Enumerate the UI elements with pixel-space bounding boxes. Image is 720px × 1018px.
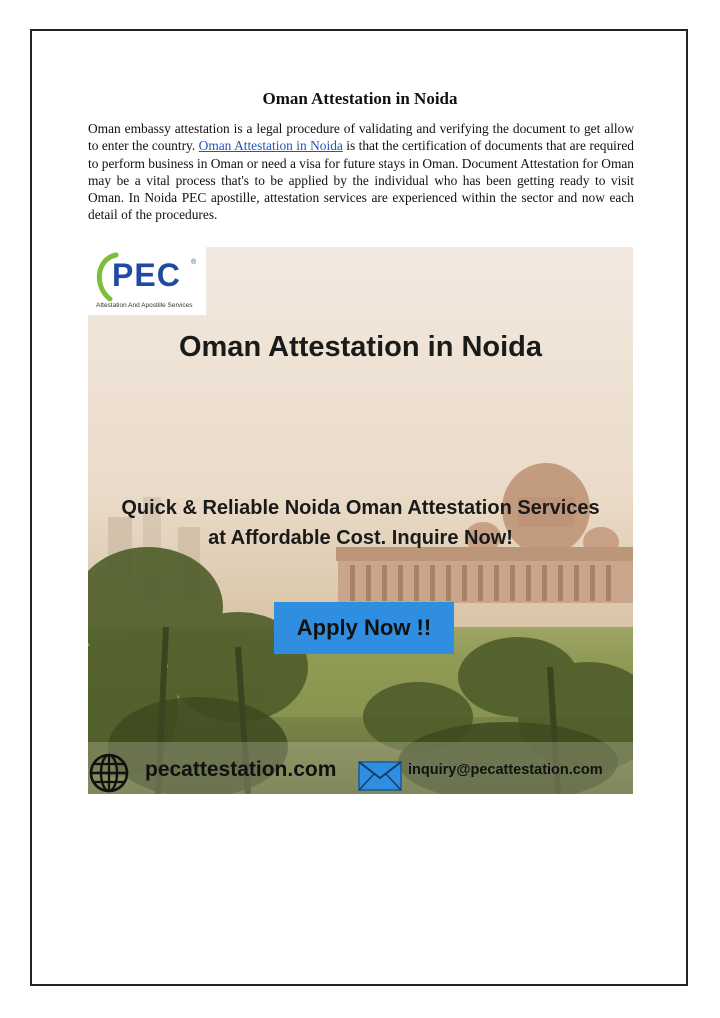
logo-tagline: Attestation And Apostille Services [96,302,193,309]
pec-logo [88,247,206,315]
paragraph-text-end: is that the certification of documents that are required to perform business in Oman or need a visa for future stays in Oman. Document Attestation for Oman may be a vital process that's to be applied by the individual who has been getting ready to visit Oman. In Noida PEC apostille, attestation services are experienced within the sector and now each detail of the procedures. [88,138,634,223]
page-title: Oman Attestation in Noida [262,89,458,108]
intro-paragraph [88,120,634,224]
banner-subheadline-line-1: Quick & Reliable Noida Oman Attestation Services [121,497,600,519]
promo-banner-image [88,247,633,794]
banner-subheadline [88,493,633,553]
logo-brand-text: PEC [112,257,181,293]
registered-mark: ® [191,259,197,266]
apply-now-button[interactable]: Apply Now !! [274,602,454,654]
oman-attestation-link[interactable]: Oman Attestation in Noida [198,138,343,154]
banner-headline: Oman Attestation in Noida [178,331,543,363]
website-text: pecattestation.com [145,758,337,781]
banner-subheadline-line-2: at Affordable Cost. Inquire Now! [208,527,513,549]
paragraph-text-start: Oman embassy attestation is a legal procedure of validating and verifying the document to get allow to enter the country. [88,121,634,154]
globe-icon [88,752,130,794]
mail-icon [358,761,402,791]
email-text: inquiry@pecattestation.com [408,762,603,778]
